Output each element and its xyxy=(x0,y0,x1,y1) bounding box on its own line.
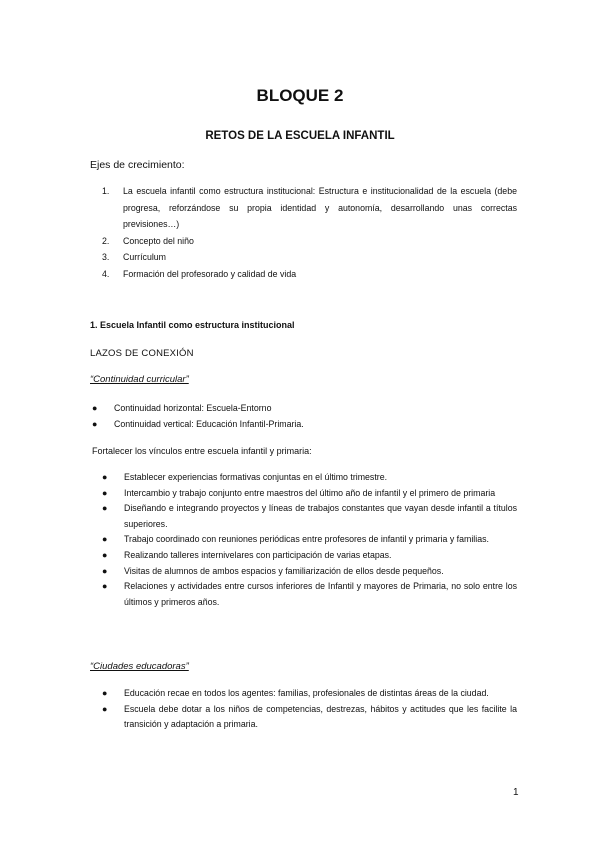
item-text: La escuela infantil como estructura institucional: Estructura e institucionalidad de la escuela (debe progresa, reforzándose su propia identidad y autonomía, desarrollando unas correctas previsiones…) xyxy=(123,186,517,229)
item-text: Continuidad horizontal: Escuela-Entorno xyxy=(114,403,272,413)
ciudades-list xyxy=(102,686,517,733)
list-item xyxy=(102,183,517,233)
bullet-icon: ● xyxy=(102,688,108,698)
continuidad-heading: “Continuidad curricular” xyxy=(90,374,189,385)
list-item xyxy=(102,702,517,733)
list-item xyxy=(102,564,517,580)
bullet-icon: ● xyxy=(102,534,108,545)
bullet-icon: ● xyxy=(92,403,98,413)
list-item xyxy=(92,401,517,417)
list-item xyxy=(102,233,517,250)
page-subtitle: RETOS DE LA ESCUELA INFANTIL xyxy=(205,130,395,142)
item-text: Trabajo coordinado con reuniones periódicas entre profesores de infantil y primaria y familias. xyxy=(124,534,489,545)
bullet-icon: ● xyxy=(102,472,108,482)
page-number: 1 xyxy=(513,787,519,798)
list-item xyxy=(102,501,517,532)
bullet-icon: ● xyxy=(102,503,108,514)
item-text: Realizando talleres internivelares con participación de varias etapas. xyxy=(124,549,392,560)
list-item xyxy=(102,249,517,266)
bullet-icon: ● xyxy=(102,549,108,560)
bullet-icon: ● xyxy=(102,487,108,498)
item-text: Formación del profesorado y calidad de vida xyxy=(123,268,297,279)
bullet-icon: ● xyxy=(102,581,108,592)
list-item xyxy=(102,548,517,564)
list-item xyxy=(102,579,517,610)
list-item xyxy=(102,486,517,502)
lazos-heading: LAZOS DE CONEXIÓN xyxy=(90,348,194,359)
item-number: 1. xyxy=(102,186,110,196)
item-text: Concepto del niño xyxy=(123,235,194,246)
item-number: 3. xyxy=(102,252,110,262)
section-heading: 1. Escuela Infantil como estructura institucional xyxy=(90,320,295,330)
item-text: Currículum xyxy=(123,252,167,262)
item-text: Escuela debe dotar a los niños de competencias, destrezas, hábitos y actitudes que les facilite la transición y adaptación a primaria. xyxy=(124,703,517,730)
fortalecer-list xyxy=(102,470,517,610)
ejes-list xyxy=(102,183,517,282)
item-number: 2. xyxy=(102,235,110,246)
item-text: Relaciones y actividades entre cursos inferiores de Infantil y mayores de Primaria, no solo entre los últimos y primeros años. xyxy=(124,581,517,607)
continuidad-list xyxy=(92,401,517,432)
ciudades-heading: “Ciudades educadoras” xyxy=(90,661,189,672)
bullet-icon: ● xyxy=(102,565,108,576)
item-text: Diseñando e integrando proyectos y líneas de trabajos constantes que vayan desde infantil a títulos superiores. xyxy=(124,503,517,529)
item-text: Establecer experiencias formativas conjuntas en el último trimestre. xyxy=(124,472,388,482)
item-text: Intercambio y trabajo conjunto entre maestros del último año de infantil y el primero de primaria xyxy=(124,487,496,498)
item-number: 4. xyxy=(102,268,110,279)
bullet-icon: ● xyxy=(92,418,98,429)
list-item xyxy=(102,266,517,283)
item-text: Visitas de alumnos de ambos espacios y familiarización de ellos desde pequeños. xyxy=(124,565,444,576)
page-title: BLOQUE 2 xyxy=(256,86,344,105)
list-item xyxy=(92,417,517,433)
list-item xyxy=(102,470,517,486)
ejes-heading: Ejes de crecimiento: xyxy=(90,159,185,171)
fortalecer-intro: Fortalecer los vínculos entre escuela infantil y primaria: xyxy=(92,446,312,456)
bullet-icon: ● xyxy=(102,703,108,714)
list-item xyxy=(102,686,517,702)
item-text: Continuidad vertical: Educación Infantil-Primaria. xyxy=(114,418,304,429)
item-text: Educación recae en todos los agentes: familias, profesionales de distintas áreas de la ciudad. xyxy=(124,688,489,698)
list-item xyxy=(102,532,517,548)
